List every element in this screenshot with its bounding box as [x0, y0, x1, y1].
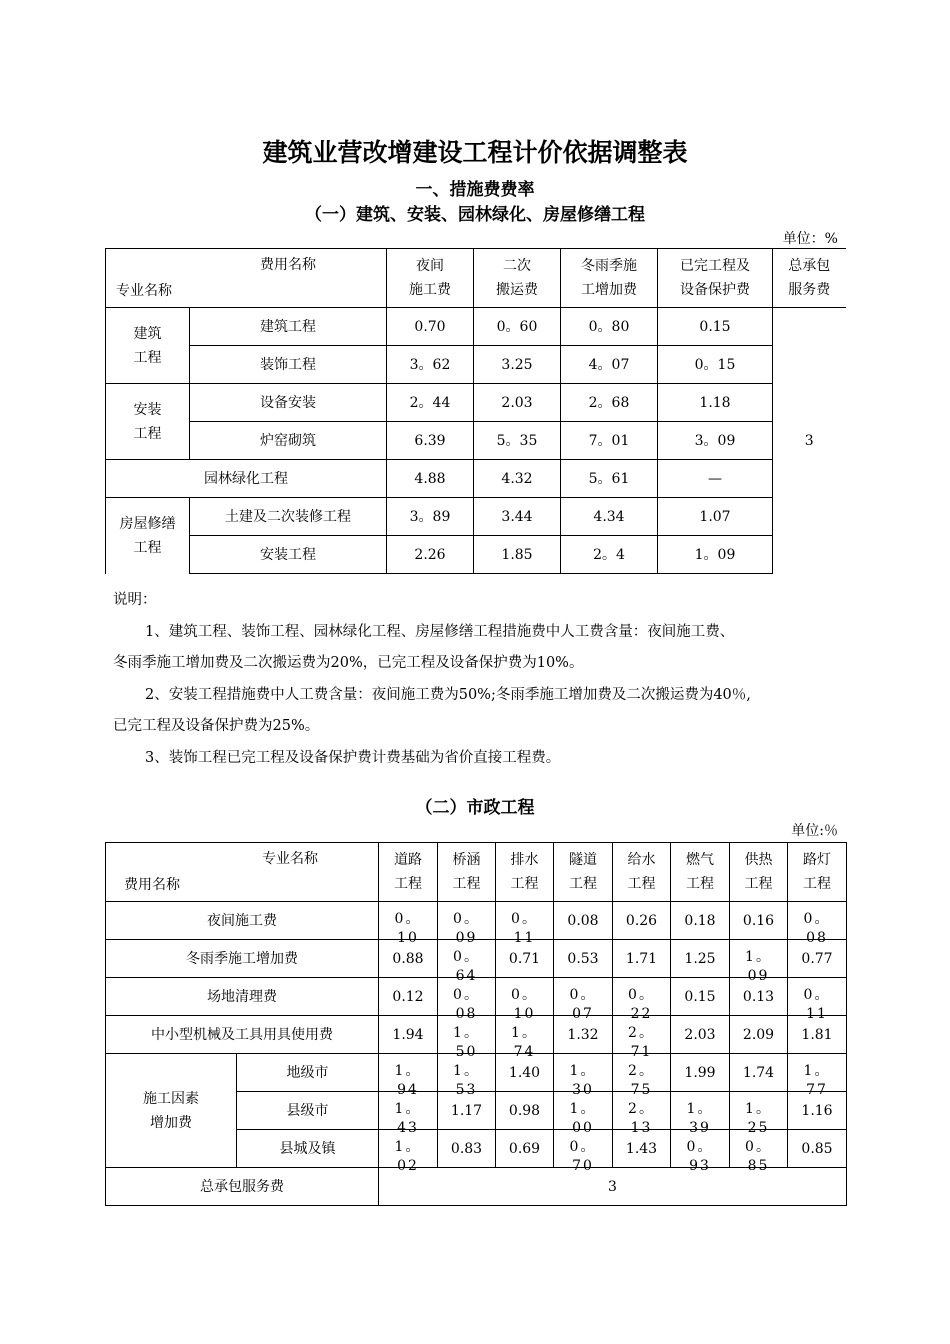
- table-cell: [788, 1054, 847, 1098]
- corner-bottom-label: 费用名称: [124, 877, 180, 893]
- cell-value: 1。43: [394, 1100, 422, 1136]
- section-subheading: （一）建筑、安装、园林绿化、房屋修缮工程: [305, 205, 645, 225]
- table-cell: 2。44: [387, 384, 474, 422]
- note-2: 2、安装工程措施费中人工费含量：夜间施工费为50%;冬雨季施工增加费及二次搬运费为40％,: [145, 686, 751, 703]
- row-label: 地级市: [237, 1054, 379, 1092]
- row-label: 安装工程: [190, 536, 387, 574]
- table-cell: 0.15: [671, 978, 730, 1016]
- table-cell: 2.03: [671, 1016, 730, 1054]
- cell-value: 1。77: [803, 1062, 831, 1098]
- table-cell: 7。01: [561, 422, 658, 460]
- col-header: 冬雨季施 工增加费: [561, 249, 658, 308]
- row-label: 装饰工程: [190, 346, 387, 384]
- notes-block: [113, 585, 843, 774]
- row-label: 场地清理费: [106, 978, 379, 1016]
- col-header: 夜间 施工费: [387, 249, 474, 308]
- row-label: 夜间施工费: [106, 902, 379, 940]
- table-cell: [496, 902, 554, 946]
- corner-bottom-label: 专业名称: [116, 283, 172, 299]
- table-cell: 1.40: [496, 1054, 554, 1092]
- table-cell: [613, 978, 671, 1022]
- table-cell: 0.12: [379, 978, 438, 1016]
- table-cell: 1.32: [554, 1016, 613, 1054]
- cell-value: 1。00: [569, 1100, 597, 1136]
- group-label: 施工因素 增加费: [106, 1054, 237, 1168]
- note-1-cont: 冬雨季施工增加费及二次搬运费为20%，已完工程及设备保护费为10%。: [113, 655, 584, 671]
- table-cell: 1.07: [658, 498, 773, 536]
- cell-value: 1。39: [686, 1100, 714, 1136]
- col-header: 道路 工程: [379, 843, 438, 902]
- cell-value: 1。50: [453, 1024, 480, 1060]
- table-cell: 1.17: [438, 1092, 496, 1130]
- table-cell: 1.43: [613, 1130, 671, 1168]
- unit-label: 单位：%: [782, 231, 838, 247]
- row-label: 设备安装: [190, 384, 387, 422]
- note-1: 1、建筑工程、装饰工程、园林绿化工程、房屋修缮工程措施费中人工费含量：夜间施工费、: [145, 623, 735, 640]
- table-cell: 1.16: [788, 1092, 847, 1130]
- row-label: 建筑工程: [190, 308, 387, 346]
- row-label: 总承包服务费: [106, 1168, 379, 1206]
- table-cell: 2。68: [561, 384, 658, 422]
- measures-rate-table: [105, 248, 846, 574]
- row-label: 土建及二次装修工程: [190, 498, 387, 536]
- row-label: 冬雨季施工增加费: [106, 940, 379, 978]
- group-label: 安装 工程: [106, 384, 190, 460]
- group-label: 建筑 工程: [106, 308, 190, 384]
- table-cell: 2.03: [474, 384, 561, 422]
- cell-value: 1。30: [569, 1062, 597, 1098]
- cell-value: 0。11: [803, 986, 831, 1022]
- col-header: 燃气 工程: [671, 843, 730, 902]
- cell-value: 0。09: [453, 910, 480, 946]
- table-cell: 1.18: [658, 384, 773, 422]
- table-cell: [438, 902, 496, 946]
- table-cell: 0。60: [474, 308, 561, 346]
- note-3: 3、装饰工程已完工程及设备保护费计费基础为省价直接工程费。: [145, 749, 561, 766]
- corner-top-label: 费用名称: [260, 257, 316, 273]
- row-label: 炉窑砌筑: [190, 422, 387, 460]
- table-cell: 3。62: [387, 346, 474, 384]
- cell-value: 1。02: [394, 1138, 422, 1174]
- table-cell: 2.26: [387, 536, 474, 574]
- table-cell: 1.81: [788, 1016, 847, 1054]
- cell-value: 0。85: [745, 1138, 772, 1174]
- table-cell: 4.88: [387, 460, 474, 498]
- cell-value: 0。07: [569, 986, 597, 1022]
- cell-value: 2。75: [628, 1062, 655, 1098]
- corner-header: [106, 843, 379, 902]
- table-cell: [496, 978, 554, 1022]
- table-cell: [730, 940, 788, 984]
- cell-value: 0。11: [511, 910, 538, 946]
- table-cell: [788, 978, 847, 1022]
- table-cell: 5。61: [561, 460, 658, 498]
- table-cell: [788, 902, 847, 946]
- row-label: 县级市: [237, 1092, 379, 1130]
- table-cell: 0.26: [613, 902, 671, 940]
- table-cell: 0.70: [387, 308, 474, 346]
- table-cell: 4。07: [561, 346, 658, 384]
- table-cell: [379, 1054, 438, 1098]
- table-row: [106, 1168, 847, 1206]
- table-cell: 3.25: [474, 346, 561, 384]
- table-cell: 0.85: [788, 1130, 847, 1168]
- page-title: 建筑业营改增建设工程计价依据调整表: [262, 138, 688, 167]
- cell-value: 0。93: [686, 1138, 714, 1174]
- cell-value: 1。94: [394, 1062, 422, 1098]
- table-cell: 0.16: [730, 902, 788, 940]
- service-fee-cell: 3: [773, 308, 846, 574]
- cell-value: 0。10: [511, 986, 538, 1022]
- table-cell: 0.15: [658, 308, 773, 346]
- table-cell: 1.25: [671, 940, 730, 978]
- cell-value: 2。13: [628, 1100, 655, 1136]
- table-cell: —: [658, 460, 773, 498]
- table-cell: 3。89: [387, 498, 474, 536]
- table-cell: [554, 978, 613, 1022]
- col-header: 供热 工程: [730, 843, 788, 902]
- table-cell: 0.88: [379, 940, 438, 978]
- table-cell: 4.32: [474, 460, 561, 498]
- cell-value: 1。25: [745, 1100, 772, 1136]
- cell-value: 0。70: [569, 1138, 597, 1174]
- section-subheading-municipal: （二）市政工程: [415, 798, 535, 818]
- note-2-cont: 已完工程及设备保护费为25%。: [113, 718, 320, 734]
- corner-top-label: 专业名称: [262, 851, 318, 867]
- table-cell: [379, 902, 438, 946]
- group-label: 园林绿化工程: [106, 460, 387, 498]
- table-cell: 0.69: [496, 1130, 554, 1168]
- cell-value: 0。10: [394, 910, 422, 946]
- cell-value: 1。53: [453, 1062, 480, 1098]
- col-header: 排水 工程: [496, 843, 554, 902]
- table-cell: 1。09: [658, 536, 773, 574]
- section-heading: 一、措施费费率: [415, 180, 535, 200]
- col-header: 路灯 工程: [788, 843, 847, 902]
- municipal-rate-table: [105, 842, 847, 1206]
- table-cell: 5。35: [474, 422, 561, 460]
- table-cell: 2.09: [730, 1016, 788, 1054]
- table-cell: 0。80: [561, 308, 658, 346]
- notes-label: 说明：: [113, 592, 157, 608]
- table-cell: 4.34: [561, 498, 658, 536]
- table-cell: [671, 1092, 730, 1136]
- col-header: 给水 工程: [613, 843, 671, 902]
- table-cell: 1.74: [730, 1054, 788, 1092]
- table-cell: 0。15: [658, 346, 773, 384]
- table-cell: 1.85: [474, 536, 561, 574]
- col-header: 已完工程及 设备保护费: [658, 249, 773, 308]
- table-cell: 0.71: [496, 940, 554, 978]
- table-cell: 0.18: [671, 902, 730, 940]
- group-label: 房屋修缮 工程: [106, 498, 190, 574]
- table-cell: 1.94: [379, 1016, 438, 1054]
- table-cell: 6.39: [387, 422, 474, 460]
- table-cell: 3。09: [658, 422, 773, 460]
- cell-value: 0。08: [803, 910, 831, 946]
- cell-value: 0。22: [628, 986, 655, 1022]
- unit-label-municipal: 单位:％: [791, 823, 838, 839]
- row-label: 中小型机械及工具用具使用费: [106, 1016, 379, 1054]
- cell-value: 1。09: [745, 948, 772, 984]
- col-header: 总承包 服务费: [773, 249, 846, 308]
- corner-header: [106, 249, 387, 308]
- col-header: 桥涵 工程: [438, 843, 496, 902]
- table-cell: [554, 1054, 613, 1098]
- table-cell: 0.83: [438, 1130, 496, 1168]
- table-cell: [730, 1092, 788, 1136]
- table-cell: 0.13: [730, 978, 788, 1016]
- table-cell: 1.99: [671, 1054, 730, 1092]
- cell-value: 0。64: [453, 948, 480, 984]
- cell-value: 0。08: [453, 986, 480, 1022]
- table-cell: 0.53: [554, 940, 613, 978]
- col-header: 隧道 工程: [554, 843, 613, 902]
- table-row: [106, 902, 847, 940]
- col-header: 二次 搬运费: [474, 249, 561, 308]
- cell-value: 2。71: [628, 1024, 655, 1060]
- total-service-fee: 3: [379, 1168, 847, 1206]
- table-cell: 0.77: [788, 940, 847, 978]
- table-cell: 3.44: [474, 498, 561, 536]
- table-cell: 0.98: [496, 1092, 554, 1130]
- table-cell: 1.71: [613, 940, 671, 978]
- row-label: 县城及镇: [237, 1130, 379, 1168]
- table-cell: 0.08: [554, 902, 613, 940]
- table-cell: 2。4: [561, 536, 658, 574]
- cell-value: 1。74: [511, 1024, 538, 1060]
